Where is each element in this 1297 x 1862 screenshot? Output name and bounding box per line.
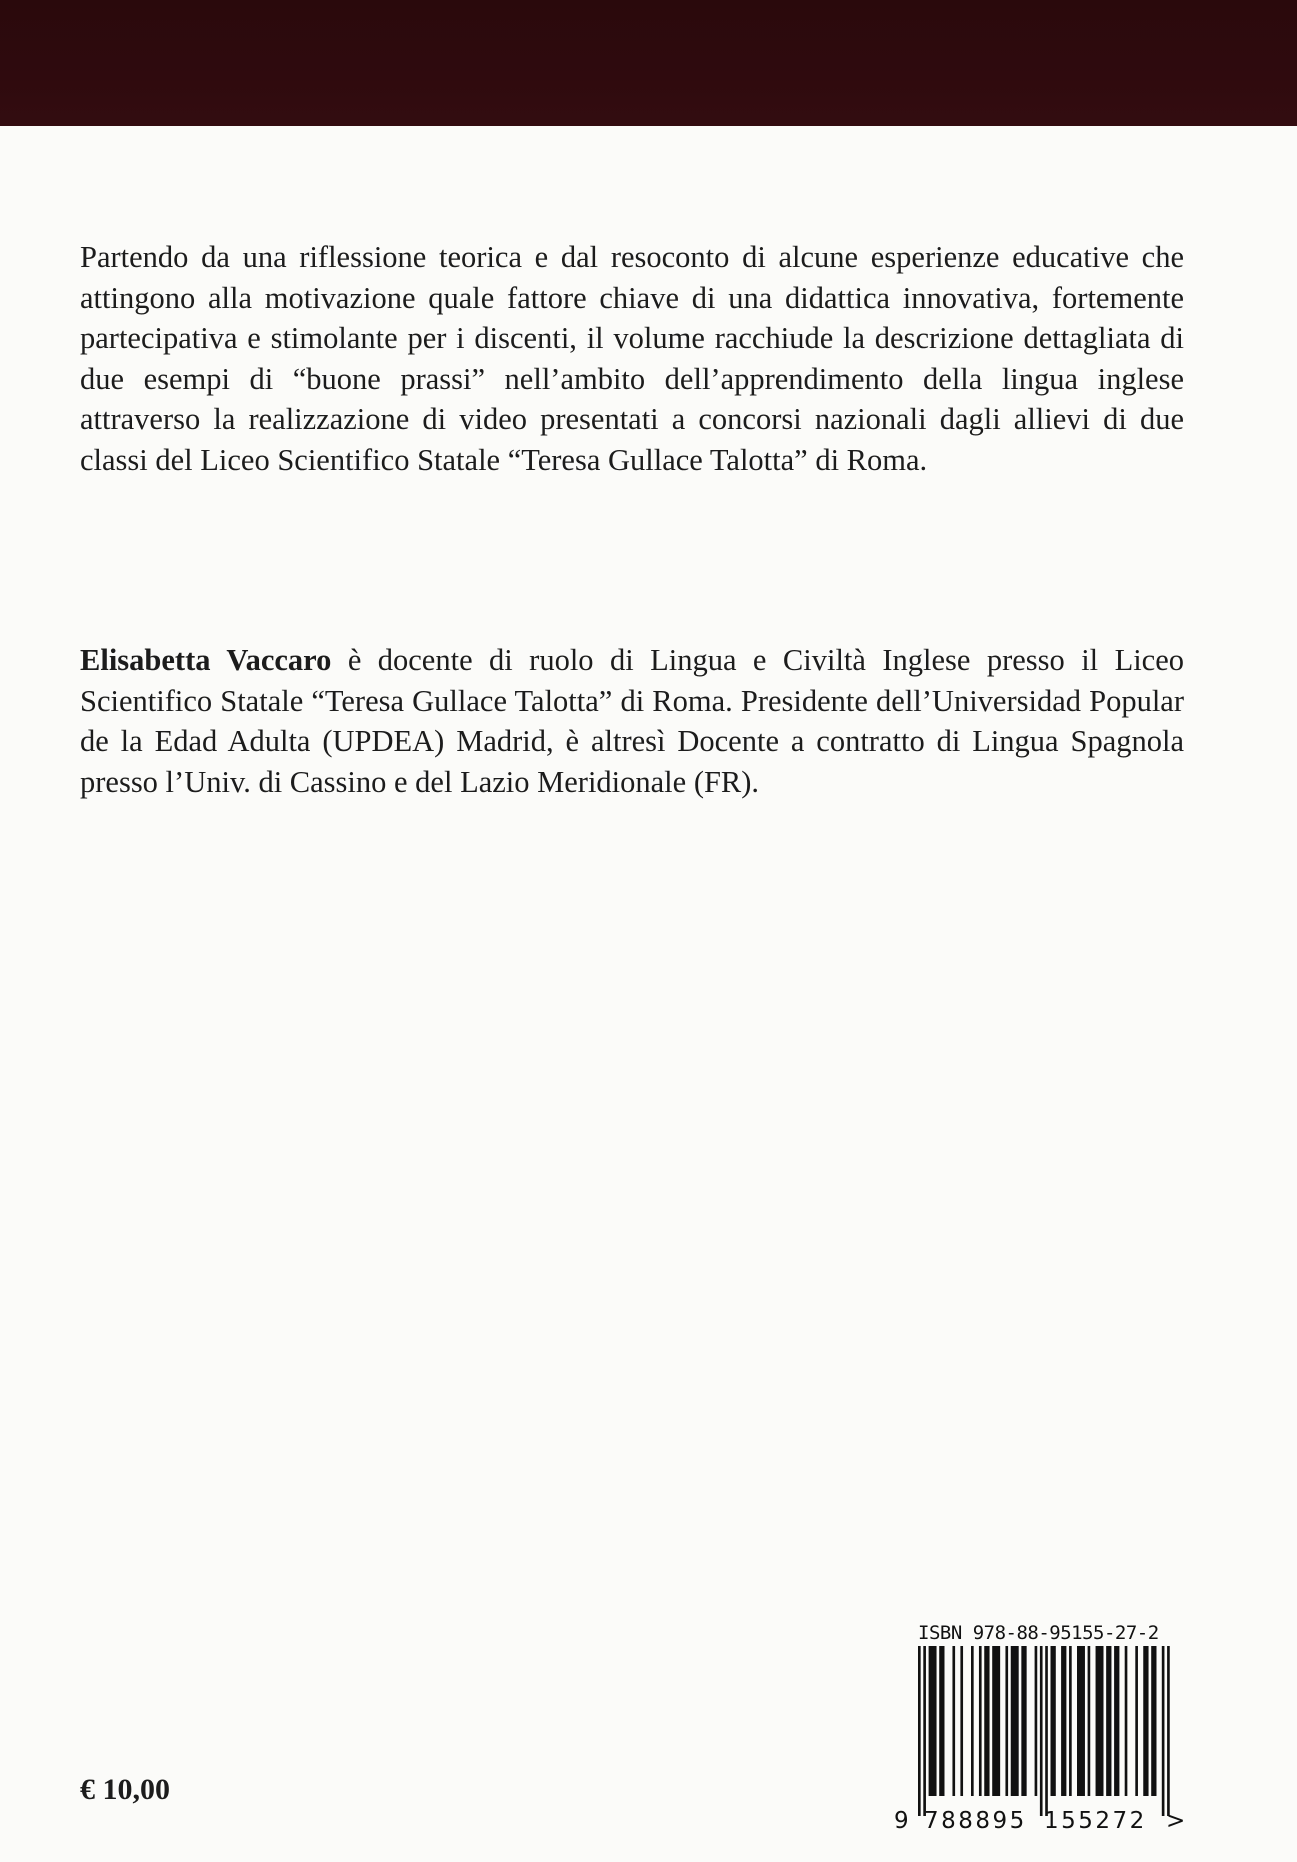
barcode-bar	[960, 1646, 963, 1796]
barcode-bar	[1035, 1646, 1038, 1796]
barcode-guard-bar	[918, 1646, 921, 1816]
barcode-guard-bar	[1162, 1646, 1165, 1816]
barcode-bar	[1051, 1646, 1056, 1796]
barcode-bar	[1114, 1646, 1119, 1796]
barcode-guard-bar	[923, 1646, 926, 1816]
book-summary: Partendo da una riflessione teorica e dal resoconto di alcune esperienze educative che attingono alla motivazione quale fattore chiave di una didattica innovativa, fortemente partecipativa e stimolante per i discenti, il volume racchiude la descrizione dettagliata di due esempi di “buone prassi” nell’ambito dell’apprendimento della lingua inglese attraverso la realizzazione di video presentati a concorsi nazionali dagli allievi di due classi del Liceo Scientifico Statale “Teresa Gullace Talotta” di Roma.	[80, 240, 1184, 477]
author-bio-paragraph	[80, 640, 1184, 802]
isbn-barcode	[894, 1622, 1184, 1837]
barcode-bar	[1021, 1646, 1026, 1796]
barcode-bar	[1096, 1646, 1104, 1796]
barcode-bar	[979, 1646, 982, 1796]
barcode-bar	[1151, 1646, 1156, 1796]
barcode-guard-bar	[1045, 1646, 1048, 1816]
barcode-bar	[939, 1646, 944, 1796]
author-name: Elisabetta Vaccaro	[80, 643, 332, 677]
barcode-bar	[1077, 1646, 1085, 1796]
ean-digits	[894, 1806, 1184, 1836]
barcode-bar	[1135, 1646, 1138, 1796]
barcode-bar	[1106, 1646, 1111, 1796]
ean-first-digit: 9	[894, 1808, 909, 1834]
barcode-bar	[1005, 1646, 1008, 1796]
isbn-label: ISBN 978-88-95155-27-2	[918, 1622, 1159, 1644]
barcode-bar	[1069, 1646, 1072, 1796]
barcode-bar	[992, 1646, 1000, 1796]
barcode-bar	[984, 1646, 989, 1796]
barcode-bar	[1061, 1646, 1066, 1796]
barcode-bar	[1088, 1646, 1091, 1796]
ean-end-mark: >	[1166, 1808, 1186, 1834]
cover-top-band	[0, 0, 1297, 126]
barcode-bar	[929, 1646, 937, 1796]
barcode-bar	[1143, 1646, 1148, 1796]
ean-right-group: 155272	[1044, 1808, 1147, 1834]
barcode-bars	[894, 1646, 1184, 1821]
barcode-guard-bar	[1040, 1646, 1043, 1816]
price-label: € 10,00	[80, 1773, 170, 1806]
barcode-bar	[952, 1646, 955, 1796]
barcode-bar	[1011, 1646, 1019, 1796]
author-bio: è docente di ruolo di Lingua e Civiltà Inglese presso il Liceo Scientifico Statale “Teresa Gullace Talotta” di Roma. Presidente dell’Universidad Popular de la Edad Adulta (UPDEA) Madrid, è altresì Docente a contratto di Lingua Spagnola presso l’Univ. di Cassino e del Lazio Meridionale (FR).	[80, 643, 1184, 799]
barcode-bar	[971, 1646, 974, 1796]
barcode-guard-bar	[1167, 1646, 1170, 1816]
barcode-bar	[1125, 1646, 1128, 1796]
ean-left-group: 788895	[924, 1808, 1027, 1834]
